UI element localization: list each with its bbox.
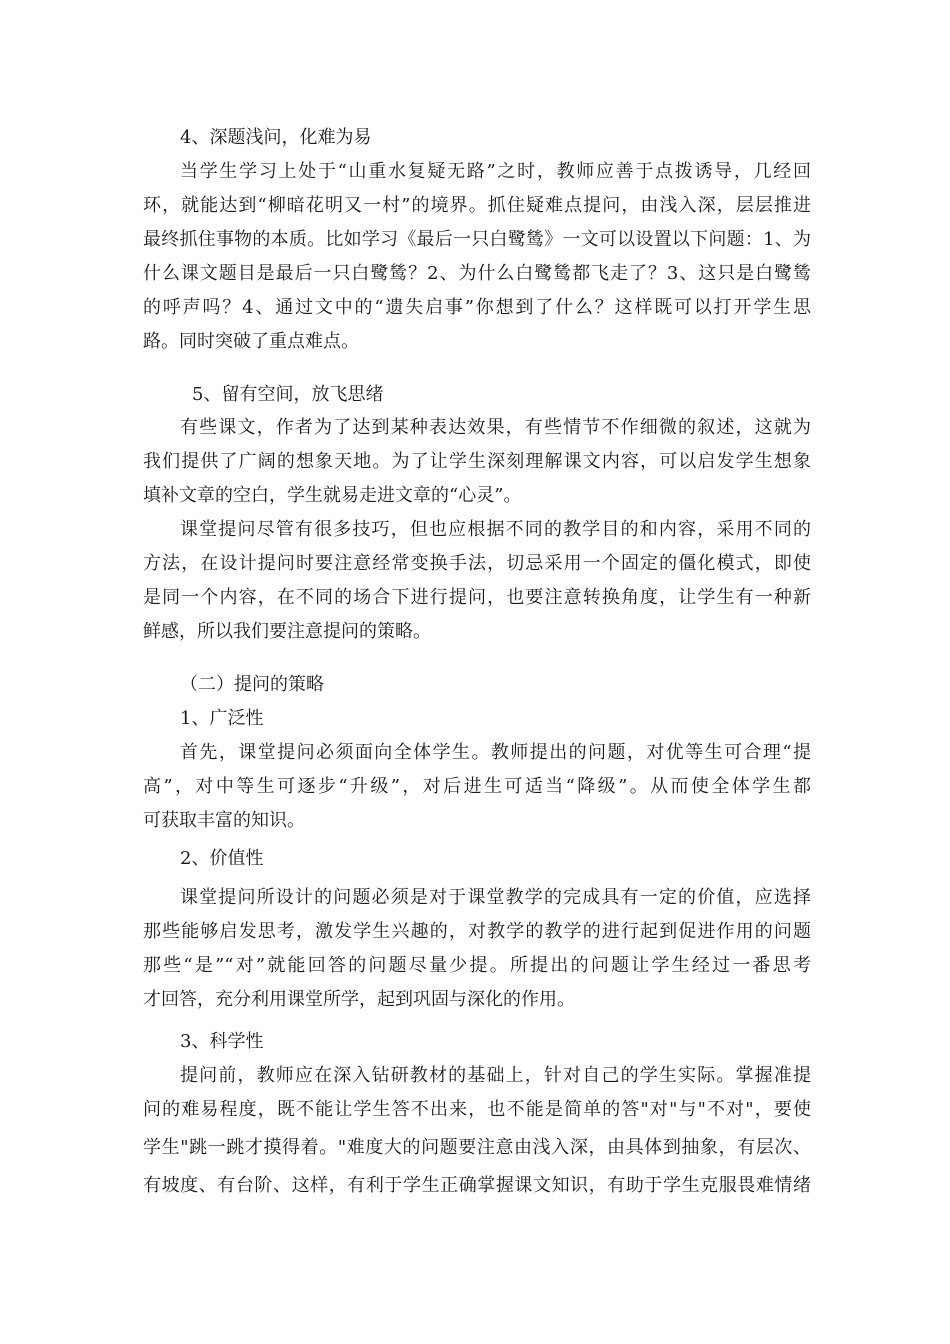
paragraph-line: 是同一个内容，在不同的场合下进行提问，也要注意转换角度，让学生有一种新: [143, 587, 811, 608]
paragraph-line: 学生"跳一跳才摸得着。"难度大的问题要注意由浅入深，由具体到抽象，有层次、: [143, 1137, 811, 1158]
paragraph-line: 鲜感，所以我们要注意提问的策略。: [143, 621, 431, 642]
paragraph-line: 填补文章的空白，学生就易走进文章的“心灵”。: [143, 485, 522, 506]
paragraph-line: 才回答，充分利用课堂所学，起到巩固与深化的作用。: [143, 989, 575, 1010]
paragraph-line: 什么课文题目是最后一只白鹭鸶？2、为什么白鹭鸶都飞走了？3、这只是白鹭鸶: [143, 263, 811, 284]
heading-3: 3、科学性: [180, 1031, 264, 1052]
paragraph-line: 方法，在设计提问时要注意经常变换手法，切忌采用一个固定的僵化模式，即使: [143, 553, 811, 574]
paragraph-line: 可获取丰富的知识。: [143, 810, 305, 831]
paragraph-line: 课堂提问尽管有很多技巧，但也应根据不同的教学目的和内容，采用不同的: [180, 519, 811, 540]
heading-4: 4、深题浅问，化难为易: [180, 127, 372, 148]
paragraph-line: 我们提供了广阔的想象天地。为了让学生深刻理解课文内容，可以启发学生想象: [143, 451, 811, 472]
section-heading: （二）提问的策略: [180, 674, 324, 695]
paragraph-line: 那些能够启发思考，激发学生兴趣的，对教学的教学的进行起到促进作用的问题: [143, 921, 811, 942]
paragraph-line: 环，就能达到“柳暗花明又一村”的境界。抓住疑难点提问，由浅入深，层层推进: [143, 195, 811, 216]
paragraph-line: 那些“是”“对”就能回答的问题尽量少提。所提出的问题让学生经过一番思考: [143, 955, 811, 976]
paragraph-line: 问的难易程度，既不能让学生答不出来，也不能是简单的答"对"与"不对"，要使: [143, 1099, 811, 1120]
paragraph-line: 课堂提问所设计的问题必须是对于课堂教学的完成具有一定的价值，应选择: [180, 887, 811, 908]
paragraph-line: 最终抓住事物的本质。比如学习《最后一只白鹭鸶》一文可以设置以下问题：1、为: [143, 229, 811, 250]
paragraph-line: 路。同时突破了重点难点。: [143, 331, 359, 352]
heading-5: 5、留有空间，放飞思绪: [192, 384, 384, 405]
paragraph-line: 有坡度、有台阶、这样，有利于学生正确掌握课文知识，有助于学生克服畏难情绪: [143, 1175, 811, 1196]
paragraph-line: 高”，对中等生可逐步“升级”，对后进生可适当“降级”。从而使全体学生都: [143, 776, 811, 797]
paragraph-line: 当学生学习上处于“山重水复疑无路”之时，教师应善于点拨诱导，几经回: [180, 161, 811, 182]
paragraph-line: 的呼声吗？4、通过文中的“遗失启事”你想到了什么？这样既可以打开学生思: [143, 297, 811, 318]
paragraph-line: 提问前，教师应在深入钻研教材的基础上，针对自己的学生实际。掌握准提: [180, 1065, 811, 1086]
paragraph-line: 有些课文，作者为了达到某种表达效果，有些情节不作细微的叙述，这就为: [180, 417, 811, 438]
heading-2: 2、价值性: [180, 848, 264, 869]
heading-1: 1、广泛性: [180, 708, 264, 729]
paragraph-line: 首先，课堂提问必须面向全体学生。教师提出的问题，对优等生可合理“提: [180, 742, 811, 763]
